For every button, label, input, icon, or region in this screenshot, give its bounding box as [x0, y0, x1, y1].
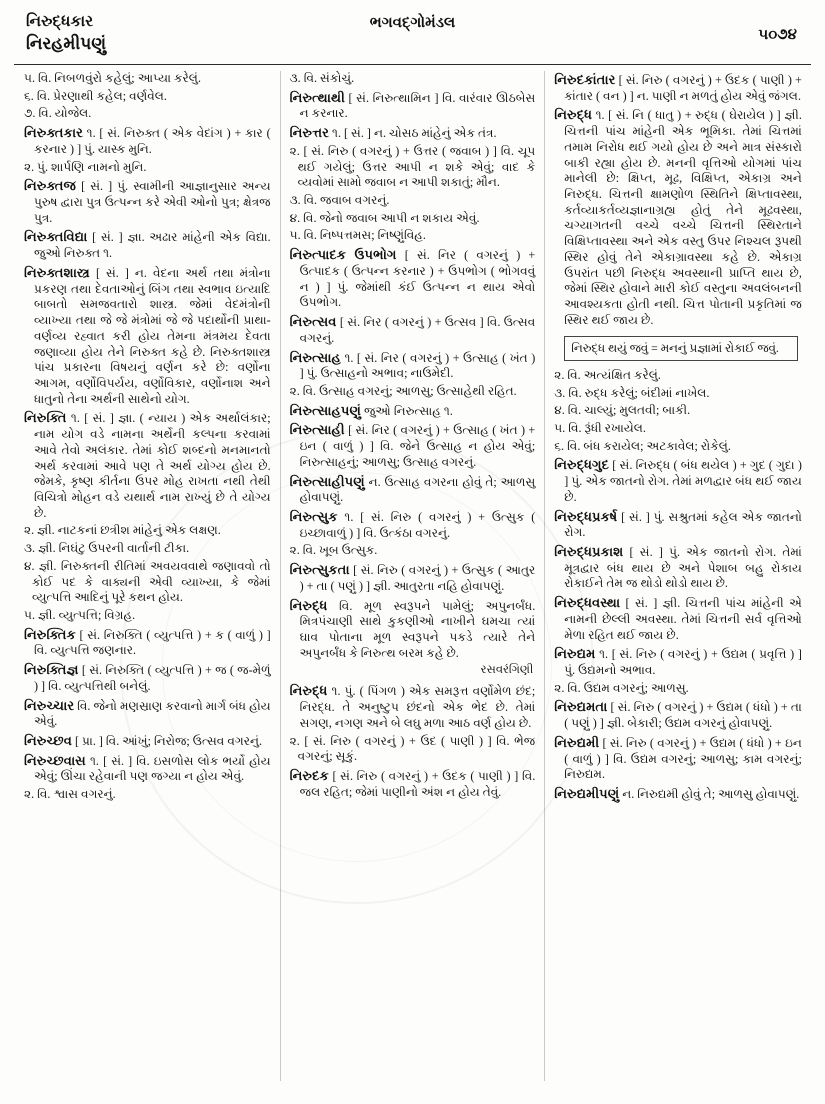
sense-line: ૩. વિ. જવાબ વગરનું. [289, 193, 390, 208]
definition: [ સં. નિરુત્થામિન ] વિ. વારંવાર ઊઠબેસ ન કરનાર. [299, 90, 536, 121]
dictionary-entry [24, 697, 271, 730]
definition: [ સં. નિરુક્તિ ( વ્યુત્પત્તિ ) + ક ( વાળું ) ] વિ. વ્યુત્પત્તિ જણનાર. [34, 627, 271, 658]
definition: [ સં. નિરુદ્ધ ( બંધ થયેલ ) + ગુદ ( ગુદા ) ] પું. એક જાતનો રોગ. તેમાં મળદ્વાર બંધ થઈ જાય છે. [564, 458, 802, 504]
headword: નિરુદ્યમતા [554, 699, 608, 715]
definition: [ સં. નિર ( વગરનું ) + ઉત્સાહ ( ખંત ) + ઇન ( વાળું ) ] વિ. જેને ઉત્સાહ ન હોય એવું; નિરુત્સાહનું; આળસુ; ઉત્સાહ વગરનું. [299, 423, 536, 469]
headword: નિરુદ્ધપ્રકર્ષ [554, 508, 618, 524]
column-1 [14, 71, 280, 1081]
boxed-usage-note: નિરુદ્ધ થયું જવું = મનનું પ્રજ્ઞામાં રોકાઈ જવું. [564, 336, 798, 361]
definition: [ સં. નિરુ ( વગરનું ) + ઉદક ( પાણી ) ] વિ. જલ રહિત; જેમાં પાણીનો અંશ ન હોય તેવું. [299, 768, 536, 799]
dictionary-entry [24, 732, 271, 750]
sense-line: ૬. વિ. પ્રેરણાથી કહેલ; વર્ણવેલ. [24, 88, 167, 103]
dictionary-entry [290, 402, 536, 420]
dictionary-entry [290, 349, 536, 382]
sense-line: ૨. વિ. શ્વાસ વગરનું. [24, 787, 116, 802]
headword: નિરુક્તજ [24, 178, 76, 194]
sense-line: ૨. [ સં. નિરુ ( વગરનું ) + ઉત્તર ( જવાબ ) ] વિ. ચૂપ થઈ ગયેલું; ઉત્તર આપી ન શકે એવું; વાદ કે વ્યવોમાં સામો જવાબ ન આપી શકાતું; મૌન. [289, 143, 536, 190]
definition: ૧. [ સં. નિરુક્ત ( એક વેદાંગ ) + કાર ( કરનાર ) ] પું. યાસ્ક મુનિ. [34, 126, 271, 156]
dictionary-entry [290, 473, 536, 506]
sense-line: ૪. વિ. જેનો જવાબ આપી ન શકાય એવું. [289, 210, 480, 225]
definition: [ સં. ] જ્ઞી. ચિત્તની પાંચ માંહેની એ નામની છેલ્લી અવસ્થા. તેમાં ચિત્તની સર્વ વૃત્તિઓ મેળા રહિત થઈ જાય છે. [564, 596, 802, 642]
headword: નિરુદ્ધવસ્થા [554, 595, 621, 611]
headword: નિરુદ્ધ [289, 683, 328, 699]
dictionary-entry [24, 409, 271, 521]
citation-source: રસવરંગિણી [480, 664, 534, 677]
headword: નિરુચ્છવ [24, 733, 72, 749]
dictionary-entry [290, 508, 536, 541]
sense-line: ૨. જ્ઞી. નાટકનાં છત્રીશ માંહેનું એક લક્ષણ. [24, 523, 221, 538]
sense-line: ૩. જ્ઞી. નિઘંટુ ઉપરની વાર્તાની ટીકા. [24, 541, 190, 556]
guideword-last: નિરહમીપણું [26, 33, 107, 53]
sense-line: ૫. વિ. નિબળવુંરો કહેલું; આપ્યા કરેલું. [24, 71, 201, 85]
definition: [ સં. નિર ( વગરનું ) + ઉત્સવ ] વિ. ઉત્સવ વગરનું. [299, 315, 536, 345]
dictionary-entry [290, 313, 536, 346]
headword: નિરુત્સુકતા [289, 562, 350, 578]
definition: [ સં. ] પું. સ્વામીની આજ્ઞાનુસાર અન્ય પુરુષ દ્વારા પુત્ર ઉત્પન્ન કરે એવી ઓનો પુત્ર; ક્ષેત્રજ પુત્ર. [34, 179, 271, 225]
headword: નિરુદ્ધ [289, 597, 328, 613]
definition: [ પ્રા. ] વિ. આંખું; નિરોજ; ઉત્સવ વગરનું. [71, 734, 263, 749]
sense-line: ૬. વિ. બંધ કરાયેલ; અટકાવેલ; રોકેલું. [554, 438, 731, 453]
text-columns [14, 71, 811, 1081]
headword: નિરુક્તિક [24, 626, 76, 642]
definition: [ સં. ] પું. સશ્રુતમાં કહેલ એક જાતનો રોગ. [564, 509, 802, 540]
headword: નિરુદક [289, 767, 329, 783]
dictionary-entry [554, 785, 802, 803]
dictionary-entry [554, 698, 802, 731]
dictionary-entry [290, 597, 536, 662]
dictionary-entry [290, 421, 536, 470]
dictionary-entry [290, 89, 536, 122]
dictionary-entry [554, 106, 802, 328]
headword: નિરુત્તર [289, 125, 329, 141]
sense-line: ૪. વિ. ચાલ્યું; મુલતવી; બાકી. [554, 403, 691, 418]
dictionary-entry [290, 561, 536, 594]
sense-line: ૩. વિ. સંકોચું. [289, 71, 355, 85]
headword: નિરુચ્ચાર [24, 697, 75, 713]
column-2 [280, 71, 546, 1081]
headword: નિરુત્થાથી [289, 89, 345, 105]
headword: નિરુત્સવ [289, 314, 337, 330]
definition: [ સં. નિરુક્તિ ( વ્યુત્પત્તિ ) + જ ( જ-મેળું ) ] વિ. વ્યુત્પત્તિથી બનેલું. [34, 663, 271, 693]
dictionary-entry [554, 543, 802, 592]
definition: [ સં. નિરુ ( વગરનું ) + ઉદ્યમ ( ધંધો ) + ઇન ( વાળું ) ] વિ. ઉદ્યમ વગરનું; આળસુ; કામ વગરનું; નિરુદ્યમ. [564, 735, 802, 782]
sense-line: ૨. પું. શાર્પણિ નામનો મુનિ. [24, 159, 147, 174]
definition: [ સં. નિરુ ( વગરનું ) + ઉત્સુક ( આતુર ) + તા ( પણું ) ] જ્ઞી. આતુરતા નહિ હોવાપણું. [299, 563, 536, 593]
headword: નિરુત્સુક [289, 508, 338, 524]
definition: ૧. [ સં. નિરુ ( વગરનું ) + ઉદ્યમ ( પ્રવૃત્તિ ) ] પું. ઉદ્યમનો અભાવ. [564, 647, 802, 678]
definition: ન. નિરુદ્યમી હોવું તે; આળસુ હોવાપણું. [619, 787, 800, 802]
definition: [ સં. ] પું. એક જાતનો રોગ. તેમાં મૂત્રદ્વાર બંધ થાય છે અને પેશાબ બહુ રોકાય રોકાઈને તેમ જ થોડો થોડો થાય છે. [564, 545, 802, 591]
headword: નિરુદ્યમી [554, 734, 600, 750]
headword: નિરુક્તવિદ્યા [24, 229, 88, 245]
definition: [ સં. નિર ( વગરનું ) + ઉત્પાદક ( ઉત્પન્ન કરનાર ) + ઉપભોગ ( ભોગવવું ન ) ] પું. જેમાંથી કંઈ ઉત્પન્ન ન થાય એવો ઉપભોગ. [299, 248, 536, 310]
sense-line: ૨. વિ. અત્યંક્ષિત કરેલું. [554, 367, 661, 382]
definition: ૧. [ સં. નિર ( વગરનું ) + ઉત્સાહ ( ખંત ) ] પું. ઉત્સાહનો અભાવ; નાઉમેદી. [299, 350, 536, 381]
definition: [ સં. ] ન. વેદના અર્થ તથા મંત્રોના પ્રકરણ તથા દેવતાઓનું બિંગ તથા સ્વભાવ ઇત્યાદિ બાબતો સમજવતારો શાસ્ત્ર. જેમાં વેદમંત્રોની વ્યાખ્યા તથા જે જે મંત્રોમાં જે જે પદાર્થોની પ્રાથા-વર્ણવ્ય રહ્વાત કરી હોય તેમના મંત્રમય દેવતા જણાવ્યા હોય તેને નિરુક્ત કહે છે. નિરુક્તશાસ્ત્ર પાંચ પ્રકારના વિષયનું વર્ણન કરે છે: વર્ણોના આગમ, વર્ણોવિપર્યય, વર્ણોવિકાર, વર્ણોનાશ અને ધાતુનો તેના અર્થની સાથેનો યોગ. [34, 265, 271, 406]
dictionary-entry [290, 767, 536, 800]
definition: જુઓ નિરુત્સાહ ૧. [360, 403, 453, 418]
headword: નિરુત્પાદક ઉપભોગ [289, 247, 397, 263]
header-divider [14, 64, 811, 65]
dictionary-entry [24, 124, 271, 157]
definition: ૧. [ સં. ] વિ. ઇસળોસ લોક ભર્યો હોય એવું; ઊંચા રહેવાની પણ જગ્યા ન હોય એવું. [34, 753, 271, 784]
sense-line: ૫. વિ. રૂંધી રખાયેલ. [554, 420, 646, 435]
definition: [ સં. નિરુ ( વગરનું ) + ઉદ્યમ ( ધંધો ) + તા ( પણું ) ] જ્ઞી. બેકારી; ઉદ્યમ વગરનું હોવાપણું. [564, 700, 802, 731]
headword: નિરુદ્ધગુદ [554, 457, 610, 473]
sense-line: ૨. [ સં. નિરુ ( વગરનું ) + ઉદ ( પાણી ) ] વિ. ભેજ વગરનું; સૂકું. [289, 733, 536, 764]
headword: નિરુદ્ધ [554, 107, 593, 123]
headword: નિરુક્તિ [24, 410, 67, 426]
dictionary-entry [554, 734, 802, 783]
headword: નિરુક્તિજ્ઞ [24, 662, 79, 678]
sense-line: ૨. વિ. ખૂબ ઉત્સુક. [289, 543, 378, 558]
headword: નિરુત્સાહપણું [289, 402, 361, 418]
sense-line: ૭. વિ. યોજેલ. [24, 106, 92, 121]
page-header [14, 10, 811, 64]
sense-line: ૩. વિ. રુદ્ધ કરેલું; બંદીમાં નાખેલ. [554, 385, 710, 400]
headword: નિરુક્તશાસ્ત્ર [24, 264, 90, 280]
definition: ન. ઉત્સાહ વગરના હોવું તે; આળસુ હોવાપણું. [299, 474, 536, 505]
sense-line: ૨. વિ. ઉત્સાહ વગરનું; આળસુ; ઉત્સાહેથી રહિત. [289, 383, 517, 398]
dictionary-entry [554, 508, 802, 541]
sense-line: ૫. જ્ઞી. વ્યુત્પત્તિ; વિગ્રહ. [24, 608, 136, 622]
definition: ૧. [ સં. નિ ( ધાતુ ) + રુદ્ધ ( ઘેરાયેલ ) ] જ્ઞી. ચિત્તની પાંચ માંહેની એક ભૂમિકા. તેમાં ચિત્તમાં તમામ નિરોધ થઈ ગયો હોય છે અને માત્ર સંસ્કારો બાકી રહ્યા હોય છે. મનની વૃત્તિઓ યોગમાં પાંચ માનેલી છે: ક્ષિપ્ત, મૂઢ, વિક્ષિપ્ત, એકાગ્ર અને નિરુદ્ધ. ચિત્તની ક્ષામણોળ સ્થિતિને ક્ષિપ્તાવસ્થા, કર્તવ્યાકર્તવ્યજ્ઞાનાગ્રહ્ય હોતું તેને મૂઢવસ્થા, ચગ્યાગતની વચ્ચે વચ્ચે ચિત્તની સ્થિરતાને વિક્ષિપ્તાવસ્થા અને એક વસ્તુ ઉપર નિશ્ચલ રૂપથી સ્થિર હોવું તેને એકાગ્રાવસ્થા કહે છે. એકાગ્ર ઉપરાંત પછી નિરુદ્ધ અવસ્થાની પ્રાપ્તિ થાય છે, જેમાં સ્થિર હોવાને મારી કોઈ વસ્તુના અવલંબનની આવશ્યકતા હોતી નથી. ચિત્ત પોતાની પ્રકૃતિમાં જ સ્થિર થઈ જાય છે. [564, 108, 802, 327]
headword: નિરુદકાંતાર [554, 72, 616, 87]
dictionary-entry [554, 456, 802, 505]
headword: નિરુત્સાહીપણું [289, 473, 365, 489]
sense-line: ૪. જ્ઞી. નિરુક્તની રીતિમાં અવયવવાથે જણાવવો તો કોઈ પદ કે વાક્યની એવી વ્યાખ્યા, કે જેમાં વ્યુત્પત્તિ આદિનું પૂરે કથન હોય. [24, 558, 271, 605]
dictionary-entry [24, 264, 271, 407]
definition: ૧. [ સં. ] જ્ઞા. ( ન્યાય ) એક અર્થાલંકાર; નામ યોગ વડે નામના અર્થેની કલ્પના કરવામાં આવે તેવો અલંકાર. તેમાં કોઈ શબ્દનો મનમાનતો અર્થ કરવામાં આવે પણ તે અર્થ યોગ્ય હોય છે. જેમકે, કૃષ્ણ કીર્તના ઉપર મોહ રાખતા નથી તેથી વિચિત્રો મોહન વડે યથાર્થ નામ રાખ્યું છે તે યોગ્ય છે. [34, 411, 271, 520]
dictionary-entry [290, 246, 536, 311]
dictionary-entry [554, 645, 802, 678]
dictionary-entry [554, 71, 802, 104]
dictionary-entry [290, 682, 536, 731]
guideword-first: નિરુદ્ધકાર [26, 13, 94, 30]
definition: [ સં. નિરુ ( વગરનું ) + ઉદક ( પાણી ) + કાંતાર ( વન ) ] ન. પાણી ન મળતું હોય એવું જંગલ. [564, 73, 802, 103]
headword: નિરુત્સાહ [289, 349, 341, 365]
dictionary-entry [24, 661, 271, 694]
headword: નિરુદ્યમ [554, 646, 596, 662]
book-title: ભગવદ્ગોમંડલ [369, 15, 456, 31]
dictionary-entry [290, 124, 536, 142]
definition: વિ. જેનો મણસ્રાણ કરવાનો માર્ગ બંધ હોય એવું. [34, 698, 271, 729]
definition: [ સં. ] જ્ઞા. અઢાર માંહેની એક વિદ્યા. જુઓ નિરુક્ત ૧. [34, 230, 271, 261]
headword: નિરુદ્યમીપણું [554, 786, 620, 802]
column-3 [545, 71, 811, 1081]
headword: નિરુદ્ધપ્રકાશ [554, 544, 624, 560]
headword: નિરુક્તકાર [24, 125, 83, 141]
page-number: ૫૦૭૪ [758, 27, 797, 43]
headword: નિરુચ્છવાસ [24, 752, 86, 768]
definition: ૧. [ સં. નિરુ ( વગરનું ) + ઉત્સુક ( ઇચ્છાવાળું ) ] વિ. ઉત્કંઠા વગરનું. [299, 509, 536, 540]
sense-line: ૫. વિ. નિષ્પત્તમસ; નિષ્ણુંવિહ. [289, 228, 426, 243]
dictionary-entry [24, 228, 271, 261]
dictionary-entry [554, 594, 802, 643]
dictionary-entry [24, 177, 271, 226]
definition: વિ. મૂળ સ્વરૂપને પામેલું; અપુનર્બંધ. મિત્રપંચાણી સાથે કુકણીઓ નાખીને ઘમચા ત્યાં ઘાવ પોતાના મૂળ સ્વરૂપને પકડે ત્યારે તેને અપુનર્બંધ કે નિરુત્થ બરમ કહે છે. [299, 598, 536, 660]
dictionary-entry [24, 626, 271, 659]
headword: નિરુત્સાહી [289, 422, 345, 438]
sense-line: ૨. વિ. ઉદ્યમ વગરનું; આળસુ. [554, 680, 689, 695]
dictionary-entry [24, 752, 271, 785]
definition: ૧. [ સં. ] ન. ચોસઠ માંહેનું એક તંત્ર. [329, 126, 497, 141]
definition: ૧. પું. ( પિંગળ ) એક સમરૂત્ત વર્ણોમેળ છંદ; નિરદ્ધ. તે અનુષ્ટુપ છંદનો એક ભેદ છે. તેમાં સગણ, નગણ અને બે લઘુ મળા આઠ વર્ણ હોય છે. [299, 684, 536, 730]
